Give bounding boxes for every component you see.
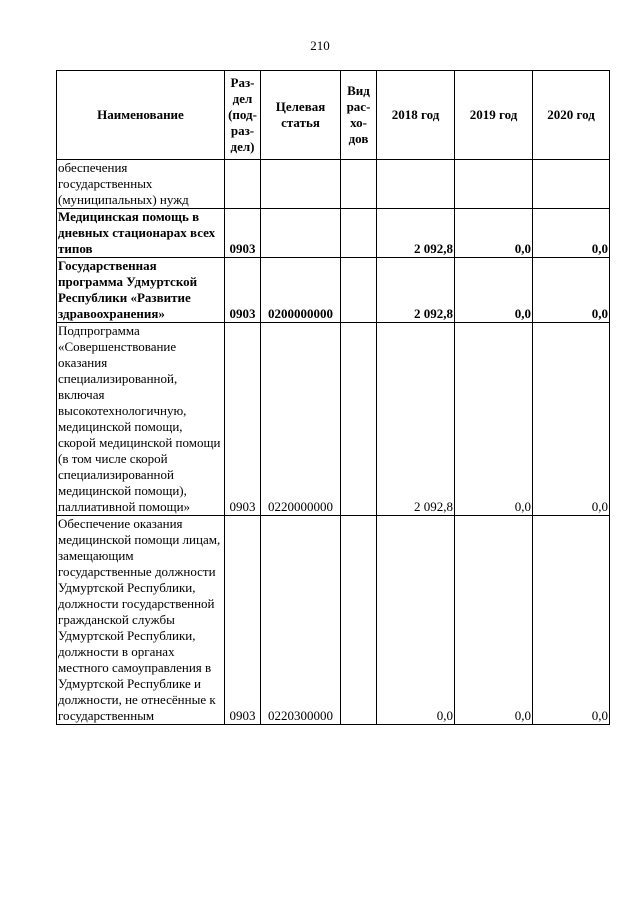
row-section: [225, 160, 261, 209]
header-kind: Вид рас- хо- дов: [341, 71, 377, 160]
row-section: 0903: [225, 516, 261, 725]
row-article: [261, 209, 341, 258]
row-2018: 0,0: [377, 516, 455, 725]
row-2019: 0,0: [455, 258, 533, 323]
row-2018: 2 092,8: [377, 323, 455, 516]
table-row: [57, 209, 610, 258]
row-name: Обеспечение оказания медицинской помощи лицам, замещающим государственные должности Удмуртской Республики, должности государственной гражданской службы Удмуртской Республики, должности в органах местного самоуправления в Удмуртской Республике и должности, не отнесённые к государственным: [57, 516, 225, 725]
header-2019: 2019 год: [455, 71, 533, 160]
header-row: [57, 71, 610, 160]
row-2019: [455, 160, 533, 209]
row-section: 0903: [225, 209, 261, 258]
row-2018: 2 092,8: [377, 258, 455, 323]
row-2019: 0,0: [455, 209, 533, 258]
row-2019: 0,0: [455, 516, 533, 725]
table-row: [57, 516, 610, 725]
page-number: 210: [310, 38, 330, 53]
row-2020: 0,0: [533, 323, 610, 516]
header-article: Целевая статья: [261, 71, 341, 160]
table-row: [57, 258, 610, 323]
row-kind: [341, 516, 377, 725]
row-2019: 0,0: [455, 323, 533, 516]
row-kind: [341, 209, 377, 258]
row-2018: 2 092,8: [377, 209, 455, 258]
table-row: [57, 160, 610, 209]
row-name: Подпрограмма «Совершенствование оказания специализированной, включая высокотехнологичную, медицинской помощи, скорой медицинской помощи (в том числе скорой специализированной медицинской помощи), паллиативной помощи»: [57, 323, 225, 516]
row-2020: [533, 160, 610, 209]
table-row: [57, 323, 610, 516]
row-2018: [377, 160, 455, 209]
row-kind: [341, 323, 377, 516]
row-kind: [341, 258, 377, 323]
header-2020: 2020 год: [533, 71, 610, 160]
row-article: 0220000000: [261, 323, 341, 516]
row-section: 0903: [225, 258, 261, 323]
row-2020: 0,0: [533, 258, 610, 323]
row-name: Государственная программа Удмуртской Республики «Развитие здравоохранения»: [57, 258, 225, 323]
row-name: обеспечения государственных (муниципальных) нужд: [57, 160, 225, 209]
row-article: 0200000000: [261, 258, 341, 323]
row-kind: [341, 160, 377, 209]
row-article: [261, 160, 341, 209]
row-section: 0903: [225, 323, 261, 516]
row-2020: 0,0: [533, 209, 610, 258]
header-2018: 2018 год: [377, 71, 455, 160]
header-section: Раз- дел (под- раз- дел): [225, 71, 261, 160]
row-article: 0220300000: [261, 516, 341, 725]
row-2020: 0,0: [533, 516, 610, 725]
header-name: Наименование: [57, 71, 225, 160]
row-name: Медицинская помощь в дневных стационарах всех типов: [57, 209, 225, 258]
budget-table: [56, 70, 610, 725]
